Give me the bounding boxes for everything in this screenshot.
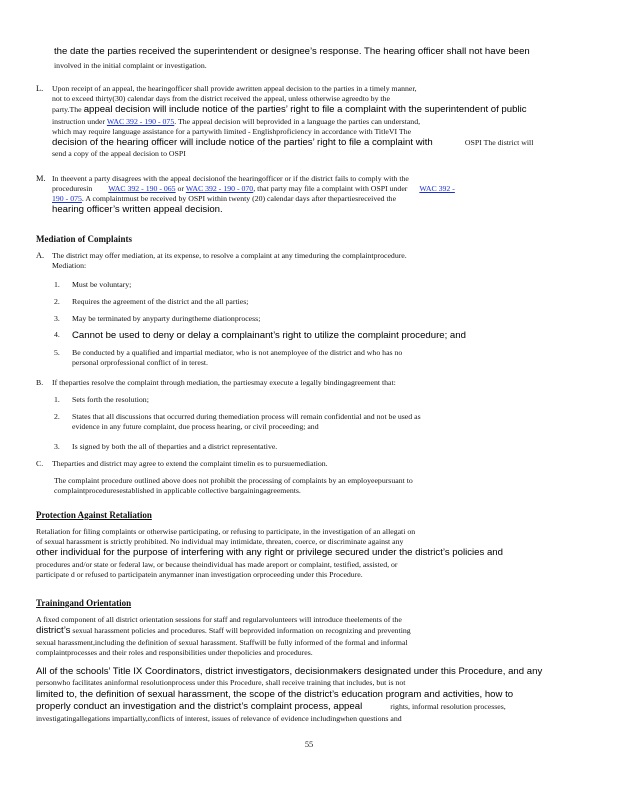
mediation-c-paragraph xyxy=(54,476,574,496)
subitem-5-line-2: personal orprofessional conflict of in terest. xyxy=(72,358,208,368)
subitem-number: 3. xyxy=(54,314,60,323)
protection-paragraph xyxy=(36,527,574,580)
protection-line-3: other individual for the purpose of interfering with any right or privilege secured under the district’s policies and xyxy=(36,547,503,559)
subitem-text: Be conducted by a qualified and impartial mediator, who is not anemployee of the district and who has no xyxy=(72,348,403,357)
item-l-line-5: which may require language assistance for a partywith limited - Englishproficiency in accordance with TitleVI The xyxy=(52,126,412,136)
item-l-line-2: not to exceed thirty(30) calendar days from the district received the appeal, unless otherwise agreedto by the xyxy=(52,94,390,104)
training-heading: Trainingand Orientation xyxy=(36,598,132,608)
mediation-b-subitem-2 xyxy=(54,412,574,432)
mediation-subitem-1 xyxy=(54,280,574,290)
item-l-line-3a: party.The xyxy=(52,105,82,115)
subitem-text: May be terminated by anyparty duringtheme diationprocess; xyxy=(72,314,261,323)
mediation-b-subitem-1 xyxy=(54,395,574,405)
subitem-text: Must be voluntary; xyxy=(72,280,132,289)
subitem-text: Cannot be used to deny or delay a complainant’s right to utilize the complaint procedure; and xyxy=(72,330,466,341)
item-m-line-1: In theevent a party disagrees with the appeal decisionof the hearingofficer or if the district fails to comply with the xyxy=(52,174,409,183)
item-m-line-2c: , that party may file a complaint with OSPI under xyxy=(253,184,408,194)
training-line-1: A fixed component of all district orientation sessions for staff and regularvolunteers will introduce theelements of the xyxy=(36,615,402,624)
training-line-2a: district’s xyxy=(36,625,71,637)
protection-line-1: Retaliation for filing complaints or otherwise participating, or refusing to participate, in the investigation of an allegati on xyxy=(36,527,416,536)
training-para2-line-3: limited to, the definition of sexual harassment, the scope of the district’s education program and activities, how to xyxy=(36,688,514,700)
protection-line-2: of sexual harassment is strictly prohibited. No individual may intimidate, threaten, coerce, or discriminate against any xyxy=(36,537,404,547)
subitem-number: 3. xyxy=(54,442,60,451)
training-line-2b: sexual harassment policies and procedures. Staff will beprovided information on recognizing and preventing xyxy=(70,626,411,636)
item-m-line-2a: proceduresin xyxy=(52,184,93,194)
mediation-b-line-1: If theparties resolve the complaint through mediation, the partiesmay execute a legally bindingagreement that: xyxy=(52,378,396,387)
mediation-a-label: A. xyxy=(36,251,45,260)
intro-line-2: involved in the initial complaint or investigation. xyxy=(54,61,207,71)
subitem-number: 5. xyxy=(54,348,60,357)
wac-392-190-070-link[interactable]: WAC 392 - 190 - 070 xyxy=(185,184,254,194)
subitem-text: States that all discussions that occurred during themediation process will remain confidential and not be used as xyxy=(72,412,421,421)
item-l-line-4b: . The appeal decision will beprovided in a language the parties can understand, xyxy=(174,116,421,126)
item-l xyxy=(36,84,574,160)
mediation-a-line-2: Mediation: xyxy=(52,261,87,271)
training-para2-line-4b: rights, informal resolution processes, xyxy=(390,702,506,712)
item-m-line-4: hearing officer’s written appeal decision. xyxy=(52,204,223,216)
mediation-subitem-3 xyxy=(54,314,574,324)
subitem-number: 4. xyxy=(54,330,60,339)
subitem-text: Requires the agreement of the district and the all parties; xyxy=(72,297,249,306)
training-paragraph-2 xyxy=(36,666,574,724)
training-para2-line-5: investigatingallegations impartially,conflicts of interest, issues of relevance of evidence includingwhen questions and xyxy=(36,713,402,723)
protection-heading: Protection Against Retaliation xyxy=(36,510,152,520)
item-l-line-3b: appeal decision will include notice of the parties’ right to file a complaint with the superintendent of public xyxy=(83,104,527,116)
mediation-subitem-4 xyxy=(54,330,574,342)
item-l-line-6a: decision of the hearing officer will include notice of the parties’ right to file a complaint with xyxy=(52,136,433,148)
mediation-a-line-1: The district may offer mediation, at its expense, to resolve a complaint at any timeduring the complaintprocedure. xyxy=(52,251,407,260)
item-m xyxy=(36,174,574,217)
item-l-line-6b: OSPI The district will xyxy=(464,137,534,147)
item-l-line-4a: instruction under xyxy=(52,116,106,126)
subitem-number: 1. xyxy=(54,280,60,289)
mediation-heading: Mediation of Complaints xyxy=(36,234,133,244)
training-para2-line-1: All of the schools’ Title IX Coordinators, district investigators, decisionmakers designated under this Procedure, and any xyxy=(36,666,543,677)
item-m-line-3b: . A complaintmust be received by OSPI within twenty (20) calendar days after thepartiesreceived the xyxy=(81,194,397,204)
protection-line-5: participate d or refused to participatein anymanner inan investigation orproceeding under this Procedure. xyxy=(36,569,363,579)
subitem-text: Is signed by both the all of theparties and a district representative. xyxy=(72,442,278,451)
wac-190-075-link[interactable]: 190 - 075 xyxy=(52,194,82,204)
item-l-label: L. xyxy=(36,84,44,93)
training-line-3: sexual harassment,including the definition of sexual harassment. Staffwill be fully informed of the formal and informal xyxy=(36,637,408,647)
mediation-subitem-5 xyxy=(54,348,574,368)
mediation-item-c xyxy=(36,459,574,469)
subitem-number: 2. xyxy=(54,297,60,306)
training-paragraph-1 xyxy=(36,615,574,658)
training-para2-line-4a: properly conduct an investigation and the district’s complaint process, appeal xyxy=(36,701,363,713)
subitem-text: Sets forth the resolution; xyxy=(72,395,149,404)
mediation-c-para-line-1: The complaint procedure outlined above does not prohibit the processing of complaints by an employeepursuant to xyxy=(54,476,413,485)
mediation-item-a xyxy=(36,251,574,271)
intro-line-1: the date the parties received the superintendent or designee’s response. The hearing officer shall not have been xyxy=(54,46,530,57)
item-l-line-7: send a copy of the appeal decision to OSPI xyxy=(52,149,186,159)
wac-392-190-075-link[interactable]: WAC 392 - 190 - 075 xyxy=(106,116,175,126)
wac-392-190-065-link[interactable]: WAC 392 - 190 - 065 xyxy=(108,184,176,194)
mediation-c-line-1: Theparties and district may agree to extend the complaint timelin es to pursuemediation. xyxy=(52,459,328,468)
item-m-line-2b: or xyxy=(175,184,186,194)
mediation-b-label: B. xyxy=(36,378,44,387)
protection-line-4: procedures and/or state or federal law, or because theindividual has made areport or complaint, testified, assisted, or xyxy=(36,559,398,569)
subitem-number: 1. xyxy=(54,395,60,404)
item-m-label: M. xyxy=(36,174,46,183)
item-l-line-1: Upon receipt of an appeal, the hearingofficer shall provide awritten appeal decision to the parties in a timely manner, xyxy=(52,84,417,93)
training-para2-line-2: personwho facilitates aninformal resolutionprocess under this Procedure, shall receive training that includes, but is not xyxy=(36,678,406,688)
mediation-b-subitem-3 xyxy=(54,442,574,452)
mediation-c-label: C. xyxy=(36,459,44,468)
intro-paragraph xyxy=(54,46,574,72)
training-line-4: complaintprocesses and their roles and responsibilities under thepolicies and procedures. xyxy=(36,647,313,657)
subitem-2-line-2: evidence in any future complaint, due process hearing, or civil proceeding; and xyxy=(72,422,319,432)
mediation-c-para-line-2: complaintproceduresestablished in applicable collective bargainingagreements. xyxy=(54,486,301,496)
mediation-subitem-2 xyxy=(54,297,574,307)
page-number: 55 xyxy=(304,740,314,749)
wac-392-link[interactable]: WAC 392 - xyxy=(419,184,455,194)
subitem-number: 2. xyxy=(54,412,60,421)
mediation-item-b xyxy=(36,378,574,388)
